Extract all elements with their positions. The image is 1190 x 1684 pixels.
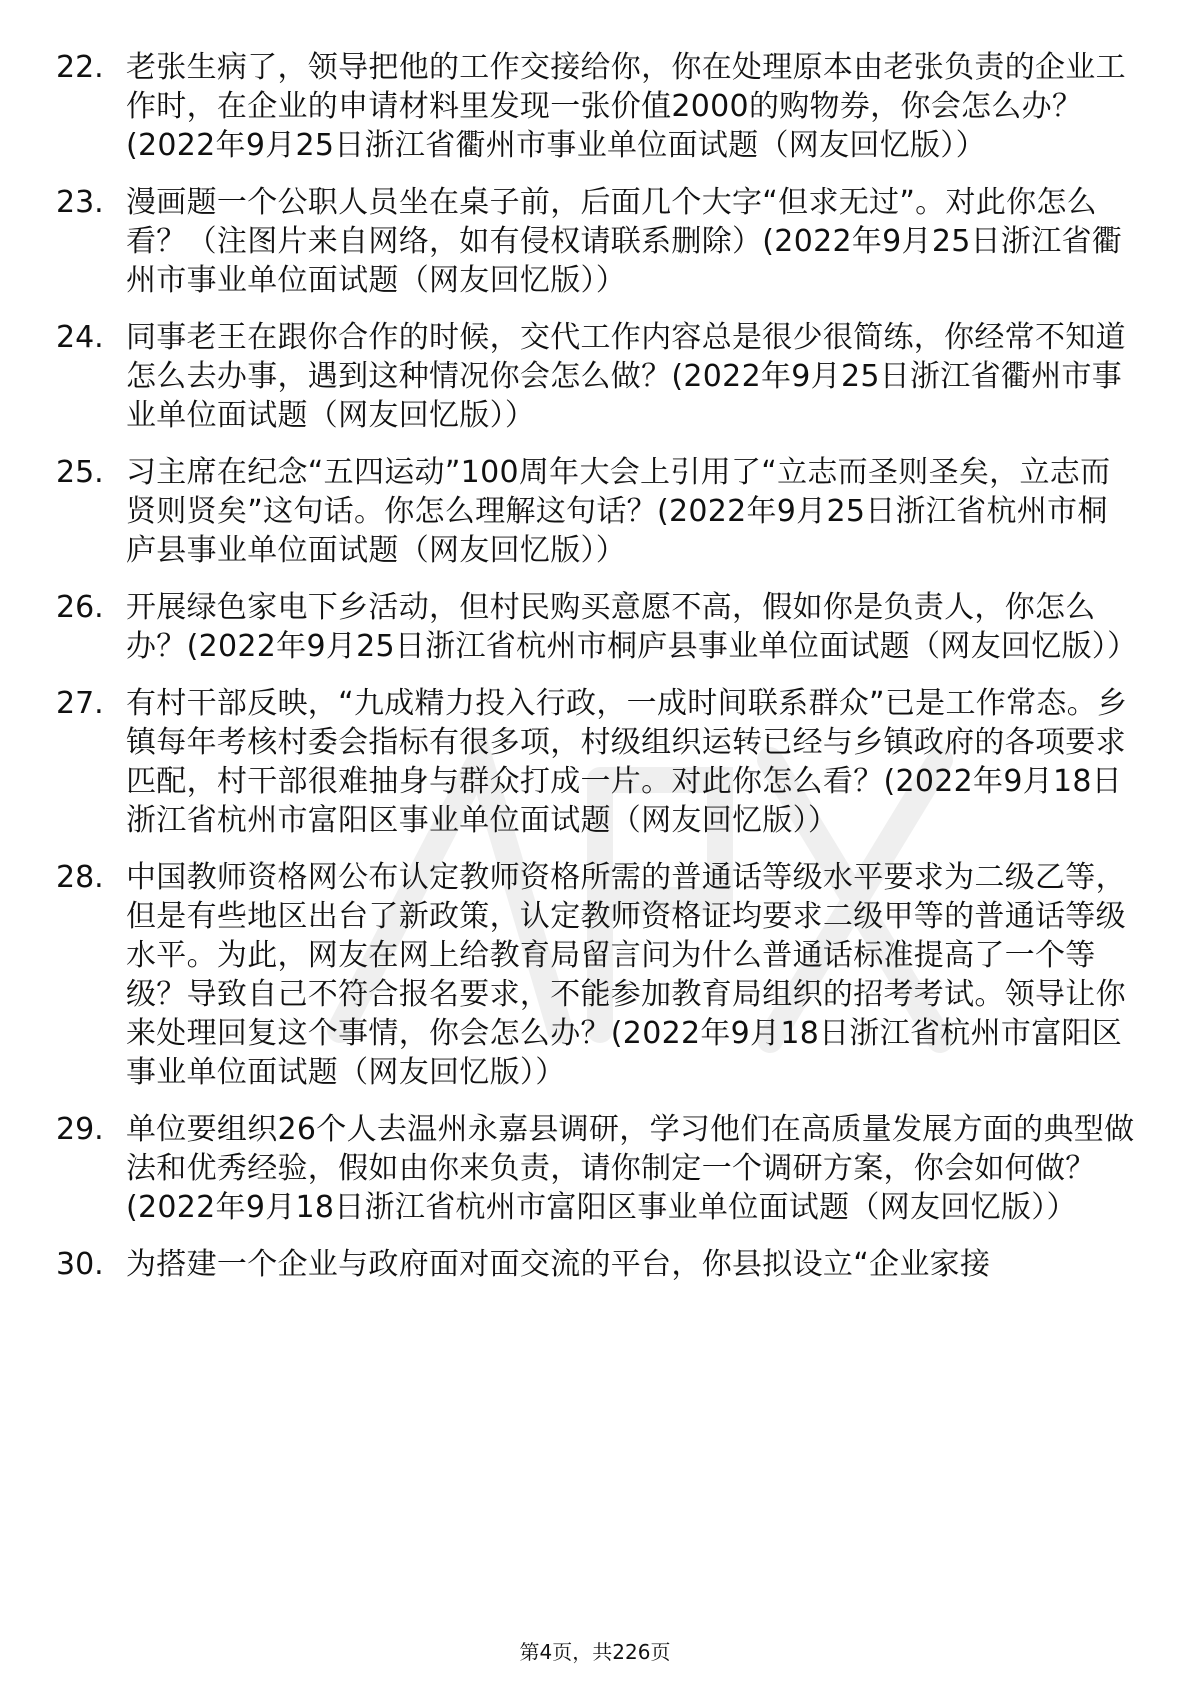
question-item-23 <box>56 183 1136 300</box>
question-text: 习主席在纪念“五四运动”100周年大会上引用了“立志而圣则圣矣，立志而贤则贤矣”这句话。你怎么理解这句话？(2022年9月25日浙江省杭州市桐庐县事业单位面试题（网友回忆版）） <box>126 455 1111 568</box>
question-text: 单位要组织26个人去温州永嘉县调研，学习他们在高质量发展方面的典型做法和优秀经验，假如由你来负责，请你制定一个调研方案，你会如何做？(2022年9月18日浙江省杭州市富阳区事业单位面试题（网友回忆版）） <box>126 1112 1135 1225</box>
question-number: 29. <box>56 1112 104 1147</box>
question-item-30 <box>56 1245 1136 1284</box>
question-number: 23. <box>56 185 104 220</box>
question-item-29 <box>56 1110 1136 1227</box>
question-text: 有村干部反映，“九成精力投入行政，一成时间联系群众”已是工作常态。乡镇每年考核村委会指标有很多项，村级组织运转已经与乡镇政府的各项要求匹配，村干部很难抽身与群众打成一片。对此你怎么看？(2022年9月18日浙江省杭州市富阳区事业单位面试题（网友回忆版）） <box>126 686 1128 838</box>
question-text: 为搭建一个企业与政府面对面交流的平台，你县拟设立“企业家接 <box>126 1247 991 1282</box>
question-number: 28. <box>56 860 104 895</box>
question-text: 开展绿色家电下乡活动，但村民购买意愿不高，假如你是负责人，你怎么办？(2022年9月25日浙江省杭州市桐庐县事业单位面试题（网友回忆版）） <box>126 590 1138 664</box>
question-number: 27. <box>56 686 104 721</box>
question-item-28 <box>56 858 1136 1092</box>
question-item-22 <box>56 48 1136 165</box>
question-number: 22. <box>56 50 104 85</box>
question-number: 25. <box>56 455 104 490</box>
question-number: 30. <box>56 1247 104 1282</box>
page-footer <box>0 1636 1190 1665</box>
question-list <box>56 48 1136 1302</box>
question-number: 26. <box>56 590 104 625</box>
question-text: 同事老王在跟你合作的时候，交代工作内容总是很少很简练，你经常不知道怎么去办事，遇到这种情况你会怎么做？(2022年9月25日浙江省衢州市事业单位面试题（网友回忆版）） <box>126 320 1126 433</box>
question-text: 老张生病了，领导把他的工作交接给你，你在处理原本由老张负责的企业工作时，在企业的申请材料里发现一张价值2000的购物券，你会怎么办？(2022年9月25日浙江省衢州市事业单位面试题（网友回忆版）） <box>126 50 1126 163</box>
question-item-24 <box>56 318 1136 435</box>
question-text: 中国教师资格网公布认定教师资格所需的普通话等级水平要求为二级乙等，但是有些地区出台了新政策，认定教师资格证均要求二级甲等的普通话等级水平。为此，网友在网上给教育局留言问为什么普通话标准提高了一个等级？导致自己不符合报名要求，不能参加教育局组织的招考考试。领导让你来处理回复这个事情，你会怎么办？(2022年9月18日浙江省杭州市富阳区事业单位面试题（网友回忆版）） <box>126 860 1126 1090</box>
question-item-25 <box>56 453 1136 570</box>
question-item-26 <box>56 588 1136 666</box>
question-number: 24. <box>56 320 104 355</box>
page-number-label: 第4页，共226页 <box>519 1640 671 1664</box>
question-item-27 <box>56 684 1136 840</box>
question-text: 漫画题一个公职人员坐在桌子前，后面几个大字“但求无过”。对此你怎么看？（注图片来自网络，如有侵权请联系删除）(2022年9月25日浙江省衢州市事业单位面试题（网友回忆版）） <box>126 185 1123 298</box>
